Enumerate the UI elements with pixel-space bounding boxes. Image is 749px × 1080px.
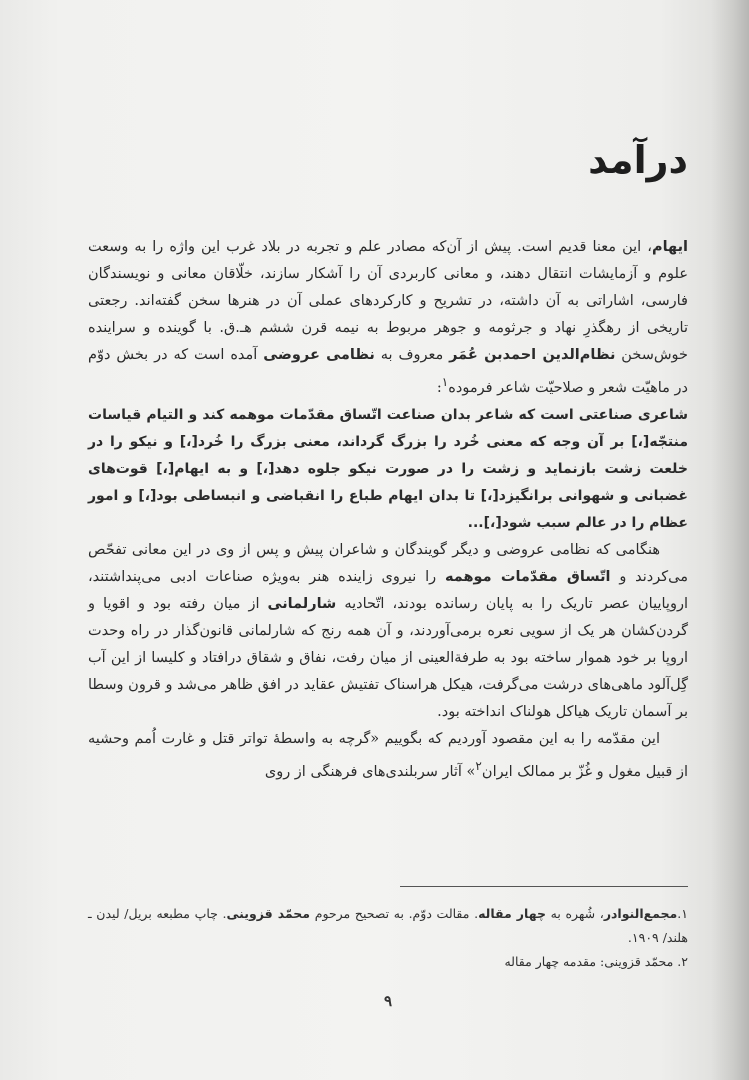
book-page [88,0,688,1080]
footnote-marker-2: ۲ [475,758,482,773]
paragraph-3: این مقدّمه را به این مقصود آوردیم که بگوییم «گرچه به واسطهٔ تواتر قتل و غارت اُمم وحشیه از قبیل مغول و غُزّ بر ممالک ایران$^۲$» آثار سربلندی‌های فرهنگی از روی [88,730,688,780]
body-text [88,234,688,786]
footnotes [88,902,688,974]
para2-bold-term-2: شارلمانی [267,595,337,612]
footnote-rule [400,886,688,887]
lead-word: ایهام [651,239,688,255]
chapter-heading: درآمد [588,138,688,182]
paragraph-1: ایهام، این معنا قدیم است. پیش از آن‌که مصادر علم و تجربه در بلاد غرب این واژه را به وسعت علوم و آزمایشات انتقال دهند، و معانی کاربردی آن را آشکار سازند، خلّاقان معانی و نویسندگان فارسی، اشاراتی به آن داشته، در تشریح و کارکردهای عملی آن در هنرها سخن گفته‌اند. رجعتی تاریخی از رهگذرِ نهاد و جرثومه و جوهر مربوط به نیمه قرن ششم هـ.ق. با گوینده و سراینده خوش‌سخن نظام‌الدین احمدبن عُمَر معروف به نظامی عروضی آمده است که در بخش دوّم در ماهیّت شعر و صلاحیّت شاعر فرموده$^۱$: [88,239,689,396]
block-quote: شاعری صناعتی است که شاعر بدان صناعت اتّساق مقدّمات موهمه کند و التیام قیاسات منتجّه[،] بر آن وجه که معنی خُرد را بزرگ گرداند، معنی بزرگ را خُرد[،] و نیکو را در خلعت زشت بازنماید و زشت را در صورت نیکو جلوه دهد[،] و به ایهام[،] قوت‌های غضبانی و شهوانی برانگیزد[،] تا بدان ایهام طباع را انقباضی و انبساطی بود[،] و امور عظام را در عالم سبب شود[،]... [88,406,688,531]
poet-title: نظامی عروضی [263,347,375,363]
footnote-marker-1: ۱ [441,375,449,389]
paragraph-2: هنگامی که نظامی عروضی و دیگر گویندگان و شاعران پیش و پس از وی در این معانی تفحّص می‌کردند و اتّساق مقدّمات موهمه را نیروی زاینده هنر به‌ویژه صناعات ادبی می‌پنداشتند، اروپاییان عصر تاریک را به پایان رسانده بودند، اتّحادیه شارلمانی از میان رفته بود و اقویا و گردن‌کشان هر یک از سویی نعره برمی‌آوردند، و آن همه رنج که شارلمانی قانون‌گذار در راه وحدت اروپا بر خود هموار ساخته بود به طرفة‌العینی از میان رفت، نفاق و شقاق درافتاد و کلیسا از این آب گِل‌آلود ماهی‌های درشت می‌گرفت، هیکل هراسناک تفتیش عقاید در افق ظاهر می‌شد و قرون وسطا بر آسمان تاریک هیاکل هولناک انداخته بود. [88,541,688,720]
footnote-2: ۲. محمّد قزوینی: مقدمه چهار مقاله [504,954,688,969]
footnote-1: ۱.مجمع‌النوادر، شُهره به چهار مقاله. مقالت دوّم. به تصحیح مرحوم محمّد قزوینی. چاپ مطبعه بریل/ لیدن ـ هلند/ ۱۹۰۹. [88,906,688,945]
para2-bold-term: اتّساق مقدّمات موهمه [444,568,611,585]
poet-name: نظام‌الدین احمدبن عُمَر [449,347,616,363]
page-number: ۹ [383,992,393,1010]
page-gutter-shadow [711,0,749,1080]
